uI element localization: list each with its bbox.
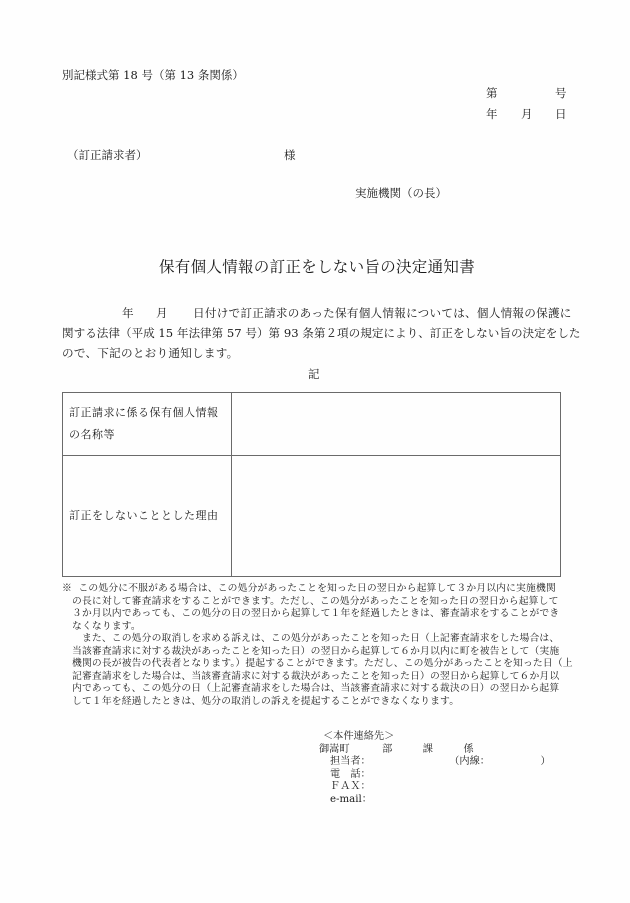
contact-email-label: e-mail： [330,793,372,805]
document-title: 保有個人情報の訂正をしない旨の決定通知書 [159,258,476,276]
date-day-label: 日 [555,107,567,121]
contact-block [319,731,551,807]
record-heading: 記 [308,367,320,381]
contact-unit: 係 [463,743,474,755]
table-label-cell: 訂正をしないこととした理由 [63,456,232,577]
contact-town: 御嵩町 [319,743,350,755]
contact-extension-close: ） [540,756,551,768]
notes-block [62,583,573,708]
note-line: 記審査請求をした場合は、当該審査請求に対する裁決があったことを知った日）の翌日から起算して６か月以 [72,670,560,682]
note-mark: ※ [62,583,72,594]
contact-phone-label: 電 話： [330,768,371,780]
note-line: 内であっても、この処分の日（上記審査請求をした場合は、当該審査請求に対する裁決の日）の翌日から起算 [72,683,560,694]
note-line: また、この処分の取消しを求める訴えは、この処分があったことを知った日（上記審査請求をした場合は、 [72,633,560,644]
document-number-prefix: 第 [486,86,498,100]
body-line-2: 関する法律（平成 15 年法律第 57 号）第 93 条第２項の規定により、訂正をしない旨の決定をした [62,326,581,340]
note-line: 当該審査請求に対する裁決があったことを知った日）の翌日から起算して６か月以内に町を被告として（実施 [72,645,560,657]
document-number-suffix: 号 [555,86,567,100]
contact-heading: ＜本件連絡先＞ [323,731,395,742]
requester-label: （訂正請求者） [67,148,148,162]
contact-person-label: 担当者： [330,756,371,768]
contact-dept: 部 [382,743,393,755]
date-month-label: 月 [521,107,533,121]
table-label-line: 訂正請求に係る保有個人情報 [69,406,219,419]
honorific: 様 [284,148,296,162]
table-value-cell[interactable] [232,456,561,577]
body-line-1: 日付けで訂正請求のあった保有個人情報については、個人情報の保護に [193,306,572,320]
issuing-agency: 実施機関（の長） [355,186,447,200]
table-row [63,393,561,456]
contact-fax-label: ＦＡＸ： [330,781,371,793]
details-table [62,392,561,577]
note-line: ３か月以内であっても、この処分の日の翌日から起算して１年を経過したときは、審査請求をすることができ [72,608,560,619]
note-line: の長に対して審査請求をすることができます。ただし、この処分があったことを知った日の翌日から起算して [72,595,559,607]
table-label-line: の名称等 [69,428,115,441]
table-row [63,456,561,577]
contact-section: 課 [422,743,433,755]
body-line-3: ので、下記のとおり通知します。 [62,346,239,360]
table-value-cell[interactable] [232,393,561,456]
table-label-cell [63,393,232,456]
note-line: なくなります。 [72,620,141,632]
date-year-label: 年 [486,107,498,121]
contact-extension-label: （内線： [449,756,490,768]
note-line: 機関の長が被告の代表者となります。）提起することができます。ただし、この処分があったことを知った日（上 [72,658,573,669]
form-reference: 別記様式第 18 号（第 13 条関係） [62,68,244,82]
body-year-label: 年 [122,306,134,320]
note-line: して１年を経過したときは、処分の取消しの訴えを提起することができなくなります。 [72,695,460,707]
body-month-label: 月 [156,306,168,320]
note-line: この処分に不服がある場合は、この処分があったことを知った日の翌日から起算して３か月以内に実施機関 [78,583,556,594]
